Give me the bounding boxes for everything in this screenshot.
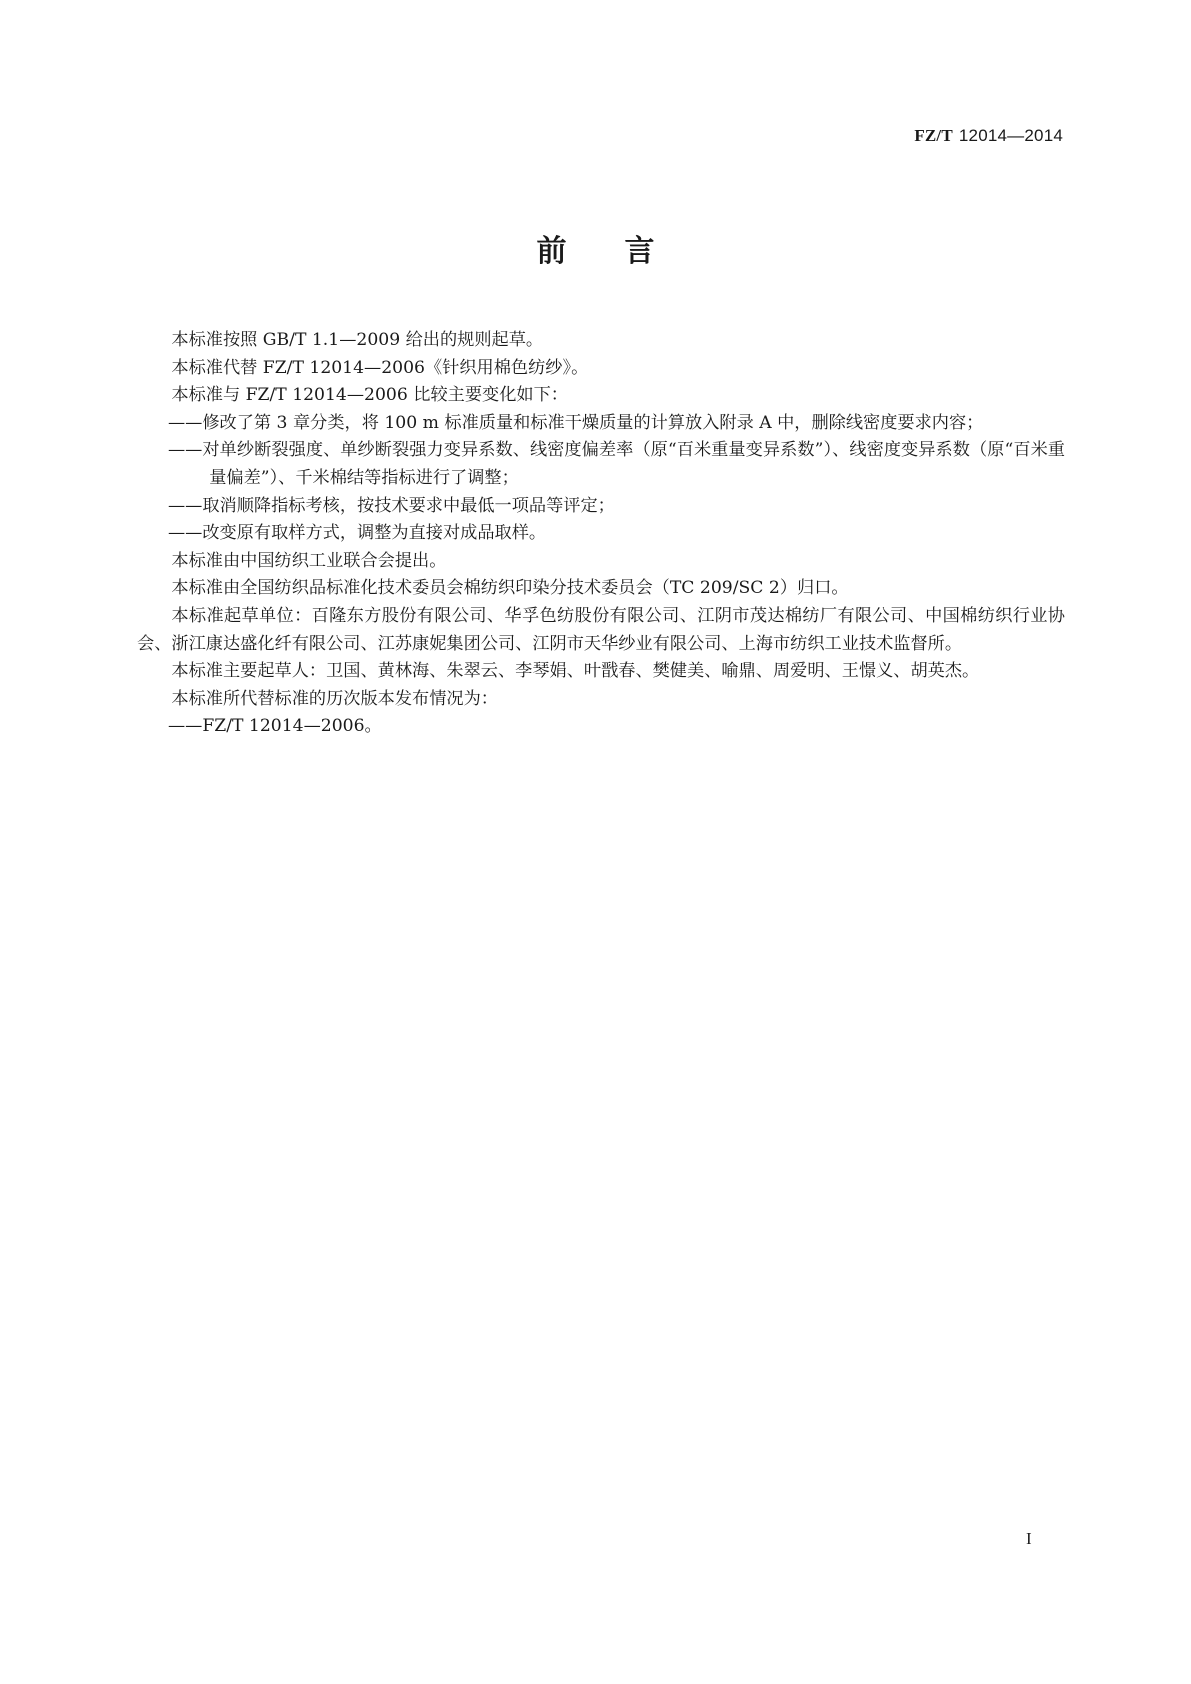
change-item: ——取消顺降指标考核，按技术要求中最低一项品等评定；: [167, 495, 615, 516]
change-item: ——修改了第 3 章分类，将 100 m 标准质量和标准干燥质量的计算放入附录 A 中，删除线密度要求内容；: [167, 412, 984, 433]
page-title: 前言: [536, 234, 713, 269]
change-item: ——对单纱断裂强度、单纱断裂强力变异系数、线密度偏差率（原“百米重量变异系数”）、线密度变异系数（原“百米重量偏差”）、千米棉结等指标进行了调整；: [167, 440, 1065, 488]
foreword-body: [137, 327, 1065, 741]
history-item: ——FZ/T 12014—2006。: [167, 716, 382, 737]
change-item: ——改变原有取样方式，调整为直接对成品取样。: [167, 523, 547, 544]
paragraph-history-intro: 本标准所代替标准的历次版本发布情况为：: [171, 688, 498, 709]
paragraph-drafting-units: 本标准起草单位：百隆东方股份有限公司、华孚色纺股份有限公司、江阴市茂达棉纺厂有限公司、中国棉纺织行业协会、浙江康达盛化纤有限公司、江苏康妮集团公司、江阴市天华纱业有限公司、上海市纺织工业技术监督所。: [137, 605, 1065, 654]
paragraph-under-jurisdiction: 本标准由全国纺织品标准化技术委员会棉纺织印染分技术委员会（TC 209/SC 2）归口。: [171, 578, 849, 599]
page-number: I: [1026, 1529, 1032, 1548]
standard-code: [914, 126, 1063, 146]
paragraph-replaces: 本标准代替 FZ/T 12014—2006《针织用棉色纺纱》。: [171, 357, 589, 378]
paragraph-proposed-by: 本标准由中国纺织工业联合会提出。: [171, 550, 447, 571]
standard-code-number: 12014—2014: [958, 126, 1063, 145]
paragraph-changes-intro: 本标准与 FZ/T 12014—2006 比较主要变化如下：: [171, 385, 568, 406]
paragraph-drafting-rules: 本标准按照 GB/T 1.1—2009 给出的规则起草。: [171, 330, 544, 350]
paragraph-drafters: 本标准主要起草人：卫国、黄林海、朱翠云、李琴娟、叶戬春、樊健美、喻鼎、周爱明、王憬义、胡英杰。: [171, 661, 980, 682]
standard-code-prefix: FZ/T: [914, 126, 953, 145]
